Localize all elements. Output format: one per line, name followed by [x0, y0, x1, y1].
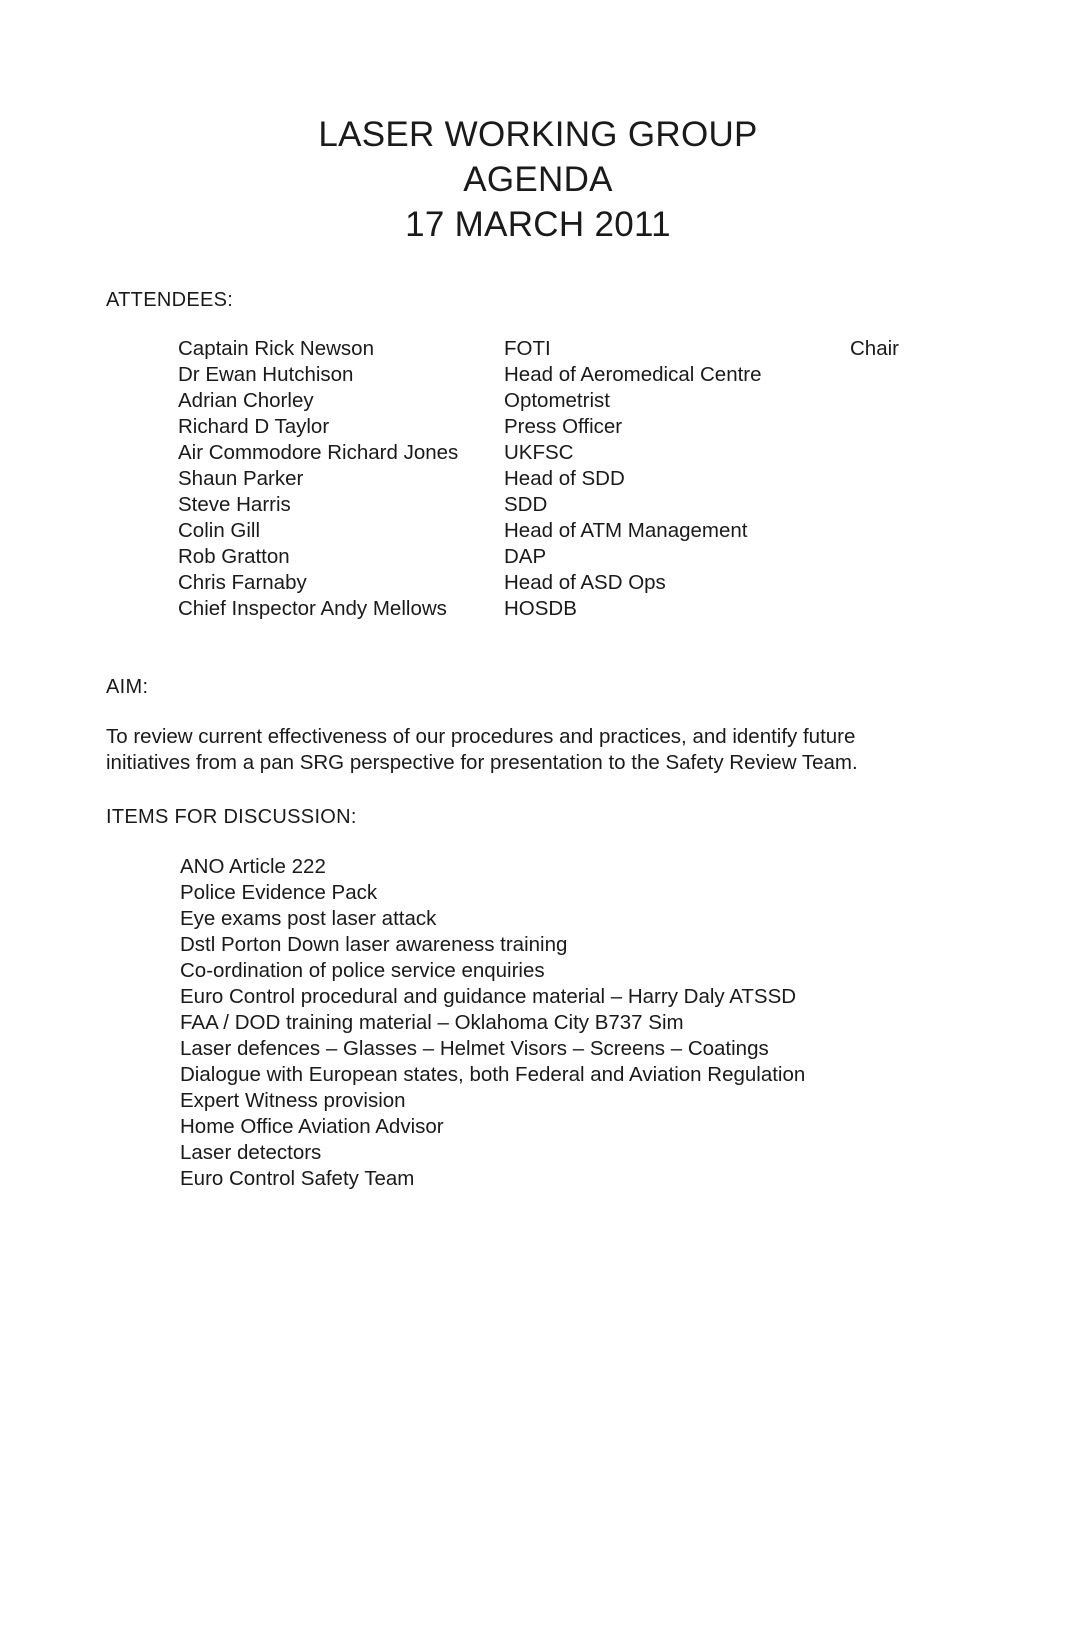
aim-heading: AIM:: [106, 676, 149, 698]
attendee-role: FOTI: [504, 337, 551, 360]
discussion-item: Euro Control procedural and guidance material – Harry Daly ATSSD: [180, 985, 797, 1008]
discussion-item: ANO Article 222: [180, 855, 326, 878]
attendee-name: Colin Gill: [178, 519, 261, 542]
title-line-2: AGENDA: [463, 160, 613, 199]
discussion-item: Police Evidence Pack: [180, 881, 378, 904]
attendee-role: Head of SDD: [504, 467, 625, 490]
discussion-item: Laser detectors: [180, 1141, 322, 1164]
attendee-role: HOSDB: [504, 597, 577, 620]
document-title: [0, 112, 1076, 247]
discussion-item: Laser defences – Glasses – Helmet Visors – Screens – Coatings: [180, 1037, 769, 1060]
attendees-heading: ATTENDEES:: [106, 289, 234, 311]
attendee-role: Head of Aeromedical Centre: [504, 363, 762, 386]
title-line-1: LASER WORKING GROUP: [318, 115, 758, 154]
attendee-name: Adrian Chorley: [178, 389, 314, 412]
attendee-name: Shaun Parker: [178, 467, 304, 490]
attendee-role: Optometrist: [504, 389, 610, 412]
discussion-item: Home Office Aviation Advisor: [180, 1115, 444, 1138]
attendee-role: Head of ATM Management: [504, 519, 748, 542]
aim-text: To review current effectiveness of our procedures and practices, and identify future initiatives from a pan SRG perspective for presentation to the Safety Review Team.: [106, 725, 858, 774]
attendee-note: Chair: [850, 337, 899, 360]
attendee-name: Air Commodore Richard Jones: [178, 441, 459, 464]
attendee-role: SDD: [504, 493, 548, 516]
attendee-name: Captain Rick Newson: [178, 337, 374, 360]
discussion-item: Co-ordination of police service enquiries: [180, 959, 545, 982]
discussion-items-list: [180, 854, 805, 1192]
discussion-item: FAA / DOD training material – Oklahoma City B737 Sim: [180, 1011, 684, 1034]
attendee-role: UKFSC: [504, 441, 574, 464]
title-line-3: 17 MARCH 2011: [405, 205, 671, 244]
attendee-role: DAP: [504, 545, 547, 568]
attendee-name: Richard D Taylor: [178, 415, 330, 438]
items-heading: ITEMS FOR DISCUSSION:: [106, 806, 357, 828]
discussion-item: Dstl Porton Down laser awareness training: [180, 933, 568, 956]
attendee-name: Chris Farnaby: [178, 571, 307, 594]
attendee-name: Dr Ewan Hutchison: [178, 363, 354, 386]
attendee-name: Steve Harris: [178, 493, 291, 516]
attendee-name: Rob Gratton: [178, 545, 290, 568]
attendee-role: Press Officer: [504, 415, 623, 438]
discussion-item: Expert Witness provision: [180, 1089, 406, 1112]
discussion-item: Eye exams post laser attack: [180, 907, 437, 930]
attendee-name: Chief Inspector Andy Mellows: [178, 597, 447, 620]
discussion-item: Euro Control Safety Team: [180, 1167, 415, 1190]
discussion-item: Dialogue with European states, both Federal and Aviation Regulation: [180, 1063, 806, 1086]
attendee-role: Head of ASD Ops: [504, 571, 666, 594]
